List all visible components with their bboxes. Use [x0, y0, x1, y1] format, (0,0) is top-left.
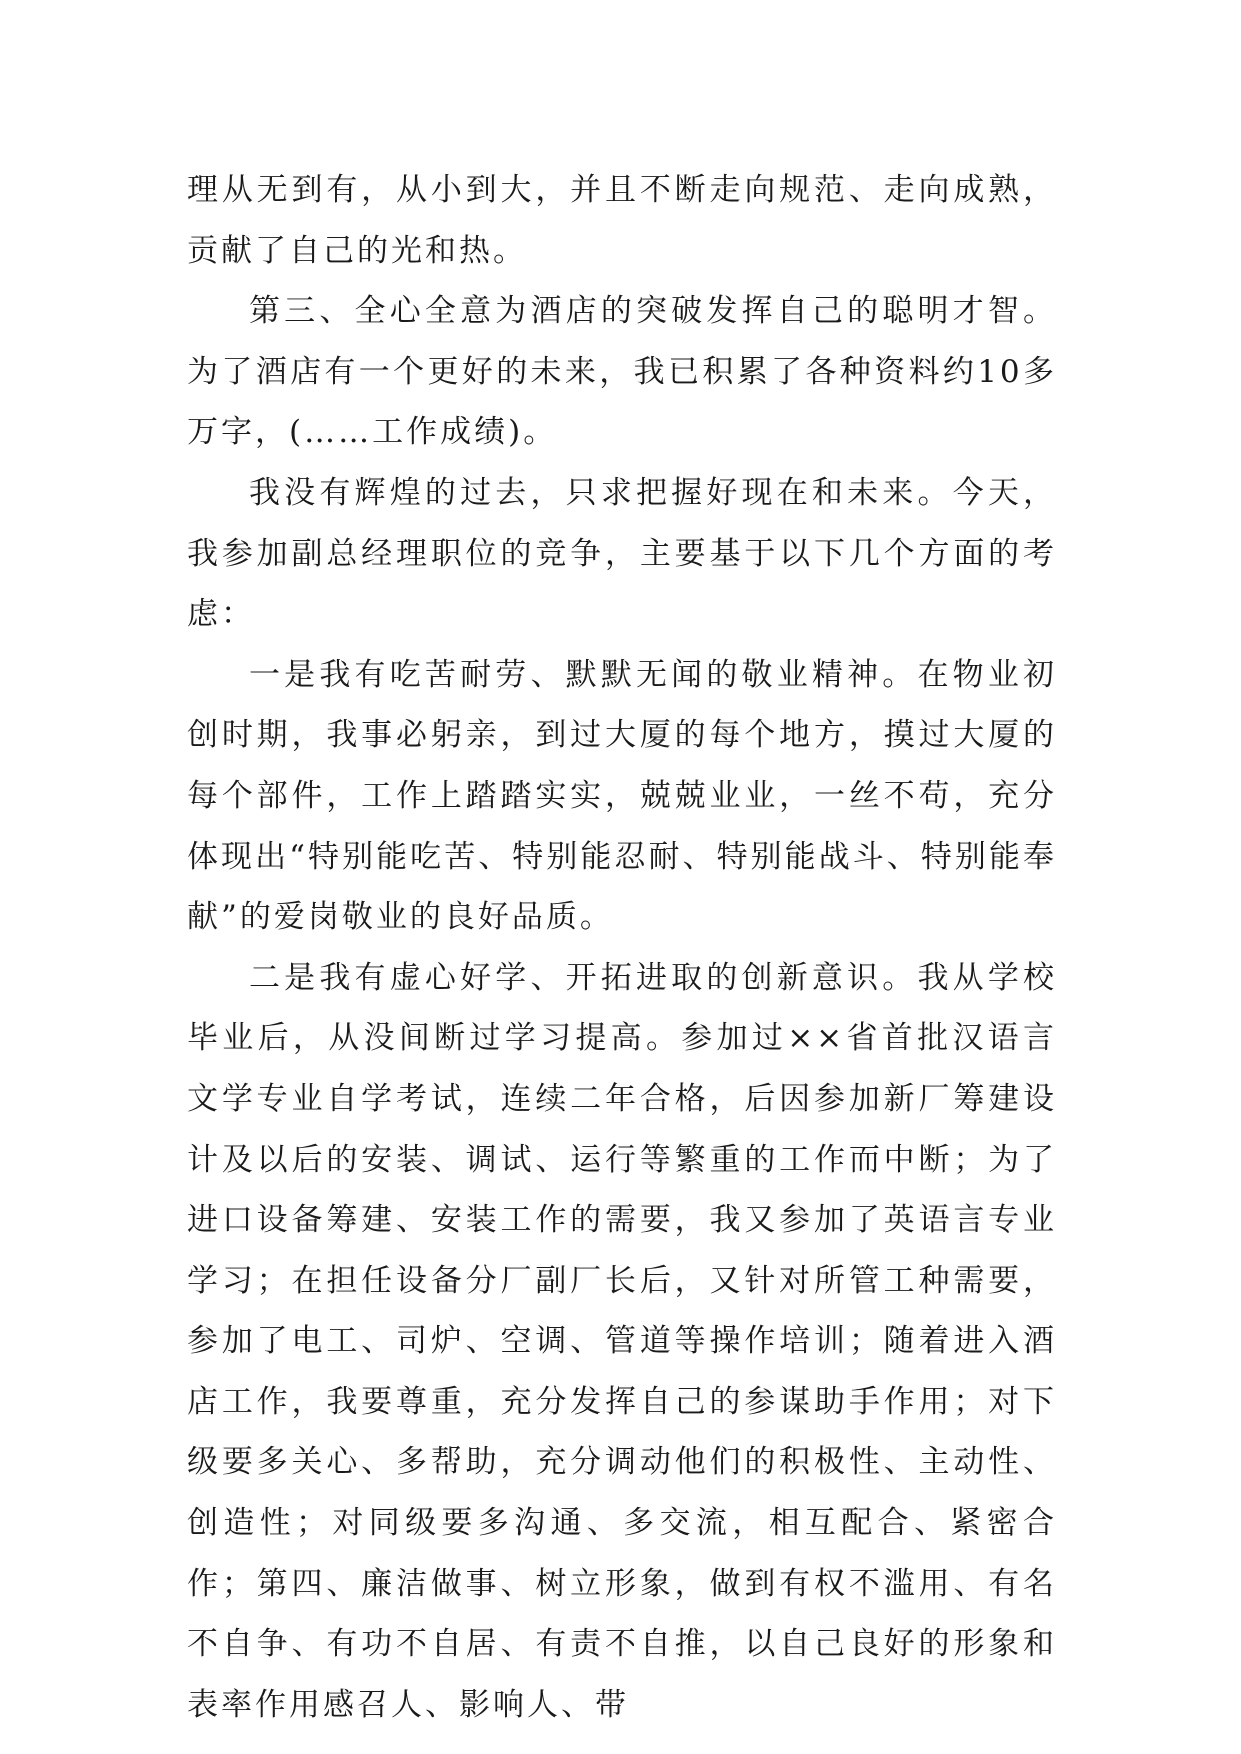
paragraph-5: 二是我有虚心好学、开拓进取的创新意识。我从学校毕业后，从没间断过学习提高。参加过××省首批汉语言文学专业自学考试，连续二年合格，后因参加新厂筹建设计及以后的安装、调试、运行等繁重的工作而中断；为了进口设备筹建、安装工作的需要，我又参加了英语言专业学习；在担任设备分厂副厂长后，又针对所管工种需要，参加了电工、司炉、空调、管道等操作培训；随着进入酒店工作，我要尊重，充分发挥自己的参谋助手作用；对下级要多关心、多帮助，充分调动他们的积极性、主动性、创造性；对同级要多沟通、多交流，相互配合、紧密合作；第四、廉洁做事、树立形象，做到有权不滥用、有名不自争、有功不自居、有责不自推，以自己良好的形象和表率作用感召人、影响人、带	[187, 959, 1057, 1723]
paragraph-3: 我没有辉煌的过去，只求把握好现在和未来。今天，我参加副总经理职位的竞争，主要基于以下几个方面的考虑：	[187, 474, 1057, 633]
paragraph-4: 一是我有吃苦耐劳、默默无闻的敬业精神。在物业初创时期，我事必躬亲，到过大厦的每个地方，摸过大厦的每个部件，工作上踏踏实实，兢兢业业，一丝不苟，充分体现出“特别能吃苦、特别能忍耐、特别能战斗、特别能奉献”的爱岗敬业的良好品质。	[187, 656, 1057, 936]
paragraph-2: 第三、全心全意为酒店的突破发挥自己的聪明才智。为了酒店有一个更好的未来，我已积累了各种资料约10多万字，(……工作成绩)。	[187, 293, 1057, 451]
document-body	[187, 160, 1057, 1735]
paragraph-1: 理从无到有，从小到大，并且不断走向规范、走向成熟，贡献了自己的光和热。	[187, 172, 1057, 269]
